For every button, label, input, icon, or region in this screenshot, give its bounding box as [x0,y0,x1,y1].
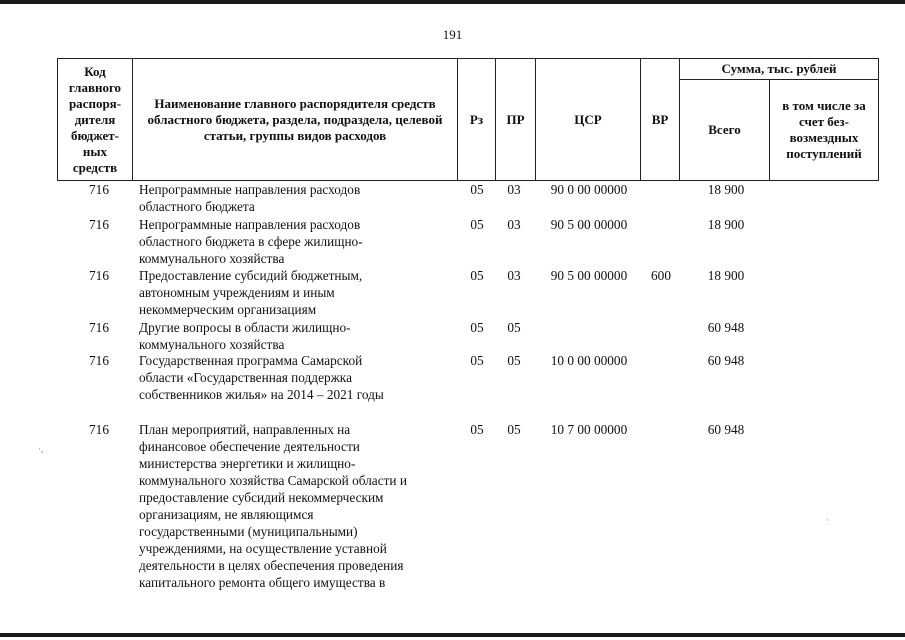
header-name-label: Наименование главного распорядителя средств областного бюджета, раздела, подраздела, целевой статьи, группы видов расходов [147,95,443,143]
row-rz: 05 [470,182,484,197]
row-pr: 03 [507,217,521,232]
row-code: 716 [89,268,109,283]
row-csr: 10 7 00 00000 [550,422,628,437]
page-number: 191 [442,27,463,42]
row-name: Другие вопросы в области жилищно- коммунального хозяйства [139,320,351,352]
header-csr-label: ЦСР [574,111,602,127]
header-sum-group [680,59,878,79]
row-total: 18 900 [707,182,745,197]
row-pr: 05 [507,320,521,335]
row-name: Непрограммные направления расходов областного бюджета [139,182,361,214]
row-rz: 05 [470,353,484,368]
header-name [136,59,454,180]
row-total: 60 948 [707,320,745,335]
header-incl-grants-label: в том числе за счет без-возмездных поступлений [782,98,866,161]
row-total: 18 900 [707,268,745,283]
row-total: 60 948 [707,422,745,437]
header-total [680,80,769,180]
header-csr [536,59,640,180]
row-name: Предоставление субсидий бюджетным, автономным учреждениям и иным некоммерческим организациям [139,268,363,317]
row-name: Государственная программа Самарской области «Государственная поддержка собственников жилья» на 2014 – 2021 годы [139,353,384,402]
row-name: Непрограммные направления расходов областного бюджета в сфере жилищно- коммунального хозяйства [139,217,363,266]
header-sum-group-label: Сумма, тыс. рублей [721,61,837,76]
row-name: План мероприятий, направленных на финансовое обеспечение деятельности министерства энергетики и жилищно- коммунального хозяйства Самарской области и предоставление субсидий некоммерческим организациям, не являющимся государственными (муниципальными) учреждениями, на осуществление уставной деятельности в целях обеспечения проведения капитального ремонта общего имущества в [139,422,407,590]
header-vr [641,59,679,180]
row-code: 716 [89,422,109,437]
top-border [0,0,905,4]
scan-speck: · [826,515,829,525]
row-rz: 05 [470,422,484,437]
row-pr: 03 [507,182,521,197]
bottom-border [0,633,905,637]
row-code: 716 [89,217,109,232]
row-code: 716 [89,353,109,368]
header-code [60,59,130,180]
row-pr: 05 [507,353,521,368]
header-total-label: Всего [708,122,741,137]
row-csr: 10 0 00 00000 [550,353,628,368]
row-code: 716 [89,320,109,335]
scan-speck: ·, [38,444,44,454]
header-code-label: Код главного распоря-дителя бюджет-ных средств [68,63,122,175]
row-rz: 05 [470,217,484,232]
header-rz [458,59,495,180]
row-rz: 05 [470,268,484,283]
row-total: 60 948 [707,353,745,368]
header-pr [496,59,535,180]
row-vr: 600 [651,268,671,283]
row-pr: 03 [507,268,521,283]
header-incl-grants [771,80,877,180]
row-total: 18 900 [707,217,745,232]
row-rz: 05 [470,320,484,335]
row-pr: 05 [507,422,521,437]
row-csr: 90 0 00 00000 [550,182,628,197]
header-pr-label: ПР [506,111,525,127]
row-csr: 90 5 00 00000 [550,217,628,232]
header-vr-label: ВР [651,111,669,127]
row-code: 716 [89,182,109,197]
row-csr: 90 5 00 00000 [550,268,628,283]
header-rz-label: Рз [469,111,484,127]
